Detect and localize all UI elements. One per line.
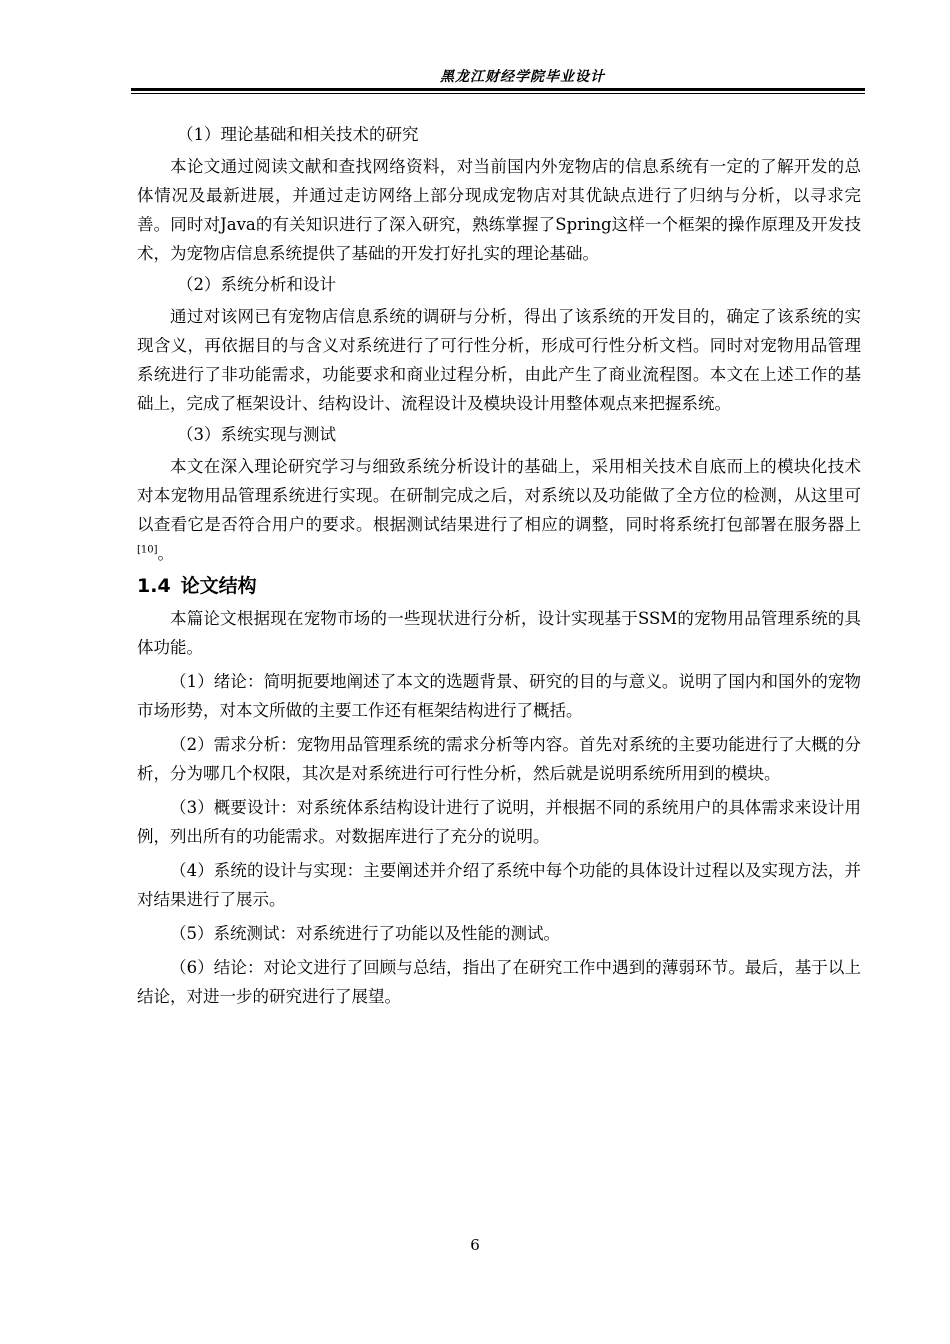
paragraph-implementation — [137, 452, 861, 568]
structure-item-overview-design: （3）概要设计：对系统体系结构设计进行了说明，并根据不同的系统用户的具体需求来设计用例，列出所有的功能需求。对数据库进行了充分的说明。 — [137, 798, 861, 846]
subsection-heading-1: （1）理论基础和相关技术的研究 — [177, 125, 419, 144]
structure-item-conclusion: （6）结论：对论文进行了回顾与总结，指出了在研究工作中遇到的薄弱环节。最后，基于以上结论，对进一步的研究进行了展望。 — [137, 958, 861, 1006]
section-number: 1.4 — [137, 575, 171, 597]
section-heading — [137, 568, 861, 604]
header-rule-thick — [131, 88, 865, 91]
paragraph-implementation-text: 本文在深入理论研究学习与细致系统分析设计的基础上，采用相关技术自底而上的模块化技术对本宠物用品管理系统进行实现。在研制完成之后，对系统以及功能做了全方位的检测，从这里可以查看它是否符合用户的要求。根据测试结果进行了相应的调整，同时将系统打包部署在服务器上 — [137, 457, 861, 534]
paragraph-theory: 本论文通过阅读文献和查找网络资料，对当前国内外宠物店的信息系统有一定的了解开发的总体情况及最新进展，并通过走访网络上部分现成宠物店对其优缺点进行了归纳与分析，以寻求完善。同时对Java的有关知识进行了深入研究，熟练掌握了Spring这样一个框架的操作原理及开发技术，为宠物店信息系统提供了基础的开发打好扎实的理论基础。 — [137, 157, 861, 263]
subsection-heading-3: （3）系统实现与测试 — [177, 425, 336, 444]
paragraph-analysis: 通过对该网已有宠物店信息系统的调研与分析，得出了该系统的开发目的，确定了该系统的实现含义，再依据目的与含义对系统进行了可行性分析，形成可行性分析文档。同时对宠物用品管理系统进行了非功能需求，功能要求和商业过程分析，由此产生了商业流程图。本文在上述工作的基础上，完成了框架设计、结构设计、流程设计及模块设计用整体观点来把握系统。 — [137, 307, 861, 413]
paragraph-implementation-end: 。 — [157, 544, 175, 563]
page-header-title: 黑龙江财经学院毕业设计 — [440, 69, 605, 85]
header-rule-thin — [131, 93, 865, 94]
citation-ref: [10] — [137, 544, 158, 556]
structure-item-requirements: （2）需求分析：宠物用品管理系统的需求分析等内容。首先对系统的主要功能进行了大概的分析，分为哪几个权限，其次是对系统进行可行性分析，然后就是说明系统所用到的模块。 — [137, 735, 861, 783]
paragraph-structure-intro: 本篇论文根据现在宠物市场的一些现状进行分析，设计实现基于SSM的宠物用品管理系统的具体功能。 — [137, 609, 861, 657]
page-number: 6 — [470, 1236, 480, 1254]
structure-item-testing: （5）系统测试：对系统进行了功能以及性能的测试。 — [170, 924, 560, 943]
structure-item-implementation: （4）系统的设计与实现：主要阐述并介绍了系统中每个功能的具体设计过程以及实现方法，并对结果进行了展示。 — [137, 861, 861, 909]
structure-item-intro: （1）绪论：简明扼要地阐述了本文的选题背景、研究的目的与意义。说明了国内和国外的宠物市场形势，对本文所做的主要工作还有框架结构进行了概括。 — [137, 672, 861, 720]
section-title: 论文结构 — [180, 575, 257, 597]
document-body — [137, 118, 861, 1011]
subsection-heading-2: （2）系统分析和设计 — [177, 275, 336, 294]
